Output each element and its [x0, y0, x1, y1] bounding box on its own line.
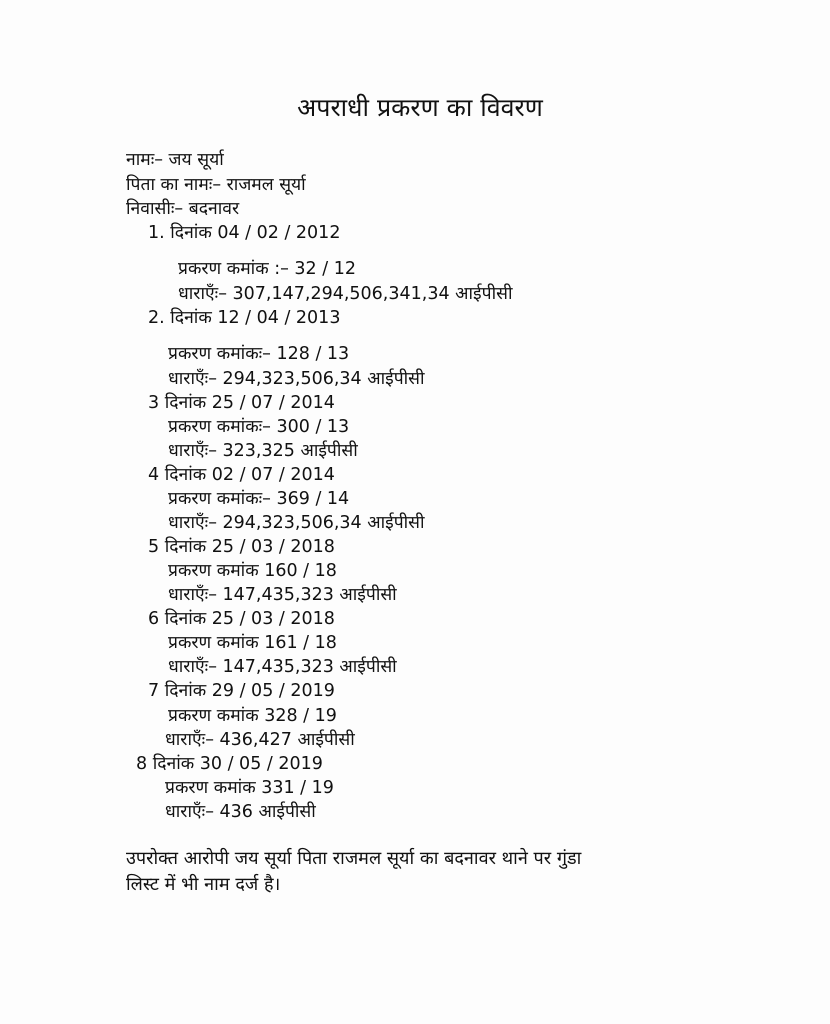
- case-5-sections: धाराएँः– 147,435,323 आईपीसी: [168, 585, 397, 605]
- residence: निवासीः– बदनावर: [126, 199, 240, 219]
- father-name: पिता का नामः– राजमल सूर्या: [126, 175, 306, 195]
- case-3-date: 3 दिनांक 25 / 07 / 2014: [148, 393, 335, 413]
- case-6-sections: धाराएँः– 147,435,323 आईपीसी: [168, 657, 397, 677]
- case-2-number: प्रकरण कमांकः– 128 / 13: [168, 344, 350, 364]
- case-3-number: प्रकरण कमांकः– 300 / 13: [168, 417, 350, 437]
- document-title: अपराधी प्रकरण का विवरण: [297, 93, 543, 122]
- case-7-number: प्रकरण कमांक 328 / 19: [168, 706, 337, 726]
- case-4-date: 4 दिनांक 02 / 07 / 2014: [148, 465, 335, 485]
- case-3-sections: धाराएँः– 323,325 आईपीसी: [168, 441, 358, 461]
- case-6-date: 6 दिनांक 25 / 03 / 2018: [148, 609, 335, 629]
- case-1-date: 1. दिनांक 04 / 02 / 2012: [148, 223, 341, 243]
- case-4-sections: धाराएँः– 294,323,506,34 आईपीसी: [168, 513, 425, 533]
- case-7-date: 7 दिनांक 29 / 05 / 2019: [148, 681, 335, 701]
- accused-name: नामः– जय सूर्या: [126, 150, 224, 170]
- case-2-sections: धाराएँः– 294,323,506,34 आईपीसी: [168, 369, 425, 389]
- closing-line-1: उपरोक्त आरोपी जय सूर्या पिता राजमल सूर्या का बदनावर थाने पर गुंडा: [126, 848, 582, 869]
- case-1-sections: धाराएँः– 307,147,294,506,341,34 आईपीसी: [178, 284, 513, 304]
- case-4-number: प्रकरण कमांकः– 369 / 14: [168, 489, 350, 509]
- case-5-date: 5 दिनांक 25 / 03 / 2018: [148, 537, 335, 557]
- closing-line-2: लिस्ट में भी नाम दर्ज है।: [126, 874, 281, 895]
- case-6-number: प्रकरण कमांक 161 / 18: [168, 633, 337, 653]
- closing-remark: [126, 846, 726, 898]
- case-8-number: प्रकरण कमांक 331 / 19: [165, 778, 334, 798]
- case-1-number: प्रकरण कमांक :– 32 / 12: [178, 259, 356, 279]
- case-8-sections: धाराएँः– 436 आईपीसी: [165, 802, 316, 822]
- case-8-date: 8 दिनांक 30 / 05 / 2019: [136, 754, 323, 774]
- case-2-date: 2. दिनांक 12 / 04 / 2013: [148, 308, 341, 328]
- case-7-sections: धाराएँः– 436,427 आईपीसी: [165, 730, 355, 750]
- case-5-number: प्रकरण कमांक 160 / 18: [168, 561, 337, 581]
